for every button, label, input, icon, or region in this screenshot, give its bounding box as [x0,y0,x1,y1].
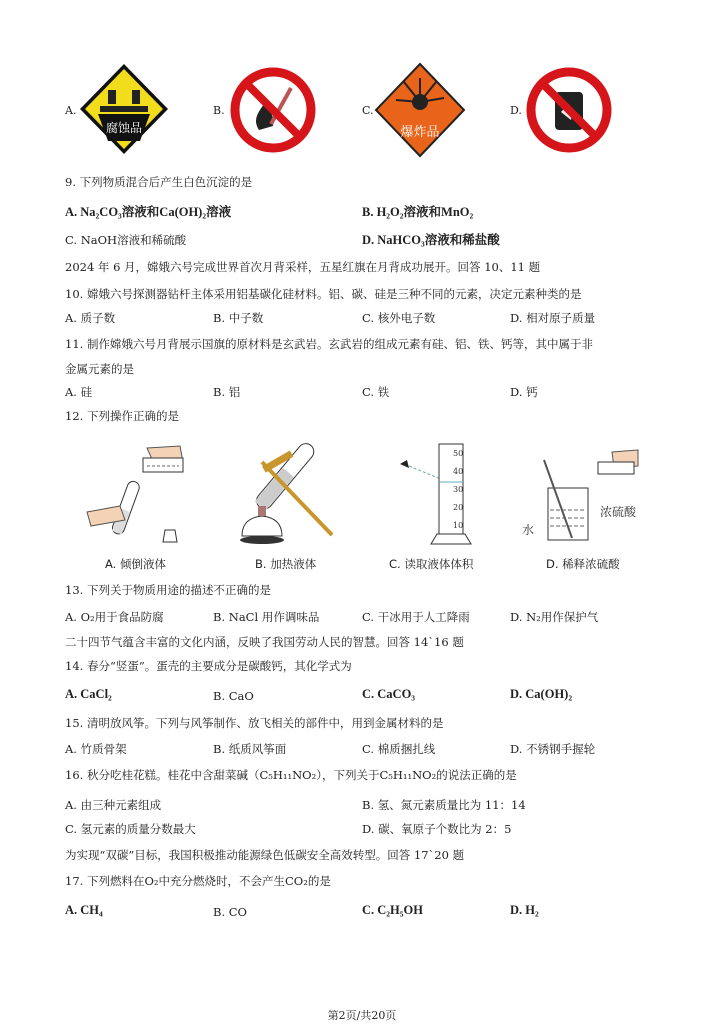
question-13-stem: 13. 下列关于物质用途的描述不正确的是 [65,583,271,597]
q12-caption-b: B. 加热液体 [255,557,317,571]
svg-text:10: 10 [453,521,464,530]
q9-option-d: D. NaHCO₃溶液和稀盐酸 [362,233,500,247]
reading-cylinder-figure [395,440,485,550]
svg-text:20: 20 [453,503,464,512]
q16-option-b: B. 氢、氮元素质量比为 11：14 [362,798,526,812]
q17-option-d: D. H₂ [510,903,539,917]
no-barrel-sign-icon [525,66,613,154]
passage-17-20: 为实现“双碳”目标，我国积极推动能源绿色低碳安全高效转型。回答 17`20 题 [65,848,465,862]
passage-14-16: 二十四节气蕴含丰富的文化内涵，反映了我国劳动人民的智慧。回答 14`16 题 [65,635,464,649]
q14-option-b: B. CaO [213,689,254,703]
q12-caption-a: A. 倾倒液体 [105,557,166,571]
no-fire-sign-icon [229,66,317,154]
q14-option-c: C. CaCO₃ [362,687,416,701]
diluting-acid-figure [520,440,640,550]
q17-option-b: B. CO [213,905,247,919]
q13-option-a: A. O₂用于食品防腐 [65,610,164,624]
pouring-liquid-figure [85,440,185,550]
q15-option-c: C. 棉质捆扎线 [362,742,436,756]
q17-option-c: C. C₂H₅OH [362,903,423,917]
q13-option-d: D. N₂用作保护气 [510,610,599,624]
q13-option-b: B. NaCl 用作调味品 [213,610,320,624]
q9-option-c: C. NaOH溶液和稀硫酸 [65,233,187,247]
q10-option-a: A. 质子数 [65,311,116,325]
heating-liquid-figure [232,440,342,550]
q15-option-b: B. 纸质风筝面 [213,742,287,756]
q11-option-b: B. 铝 [213,385,241,399]
question-11-stem-cont: 金属元素的是 [65,362,134,376]
question-16-stem: 16. 秋分吃桂花糕。桂花中含甜菜碱（C₅H₁₁NO₂），下列关于C₅H₁₁NO₂的说法正确的是 [65,768,517,782]
svg-text:腐蚀品: 腐蚀品 [105,121,143,135]
svg-text:30: 30 [453,485,464,494]
q14-option-d: D. Ca(OH)₂ [510,687,573,701]
question-9-stem: 9. 下列物质混合后产生白色沉淀的是 [65,175,253,189]
q15-option-a: A. 竹质骨架 [65,742,127,756]
q16-option-c: C. 氢元素的质量分数最大 [65,822,196,836]
svg-text:浓硫酸: 浓硫酸 [600,505,637,519]
q10-option-b: B. 中子数 [213,311,264,325]
question-10-stem: 10. 嫦娥六号探测器钻杆主体采用铝基碳化硅材料。铝、碳、硅是三种不同的元素，决定元素种类的是 [65,287,582,301]
q11-option-a: A. 硅 [65,385,93,399]
q16-option-d: D. 碳、氧原子个数比为 2：5 [362,822,512,836]
q9-option-b: B. H₂O₂溶液和MnO₂ [362,205,474,219]
q13-option-c: C. 干冰用于人工降雨 [362,610,470,624]
q17-option-a: A. CH₄ [65,903,103,917]
option-letter: B. [213,104,225,117]
q12-caption-d: D. 稀释浓硫酸 [546,557,620,571]
q16-option-a: A. 由三种元素组成 [65,798,162,812]
question-12-stem: 12. 下列操作正确的是 [65,409,179,423]
q10-option-c: C. 核外电子数 [362,311,436,325]
svg-text:水: 水 [522,523,535,537]
passage-10-11: 2024 年 6 月，嫦娥六号完成世界首次月背采样，五星红旗在月背成功展开。回答 10、11 题 [65,260,541,274]
q15-option-d: D. 不锈钢手握轮 [510,742,596,756]
option-letter: D. [510,104,522,117]
explosive-sign-icon [374,62,466,160]
q14-option-a: A. CaCl₂ [65,687,112,701]
svg-text:40: 40 [453,467,464,476]
question-11-stem: 11. 制作嫦娥六号月背展示国旗的原材料是玄武岩。玄武岩的组成元素有硅、铝、铁、钙等，其中属于非 [65,337,593,351]
svg-text:50: 50 [453,449,464,458]
q11-option-c: C. 铁 [362,385,390,399]
question-14-stem: 14. 春分“竖蛋”。蛋壳的主要成分是碳酸钙，其化学式为 [65,659,352,673]
q10-option-d: D. 相对原子质量 [510,311,596,325]
question-15-stem: 15. 清明放风筝。下列与风筝制作、放飞相关的部件中，用到金属材料的是 [65,716,444,730]
option-letter: C. [362,104,374,117]
option-letter: A. [65,104,77,117]
q12-caption-c: C. 读取液体体积 [389,557,474,571]
q9-option-a: A. Na₂CO₃溶液和Ca(OH)₂溶液 [65,205,232,219]
question-17-stem: 17. 下列燃料在O₂中充分燃烧时，不会产生CO₂的是 [65,874,331,888]
page-number: 第2页/共20页 [327,1009,397,1022]
q11-option-d: D. 钙 [510,385,538,399]
svg-text:爆炸品: 爆炸品 [400,125,440,140]
corrosive-sign-icon [78,62,170,156]
